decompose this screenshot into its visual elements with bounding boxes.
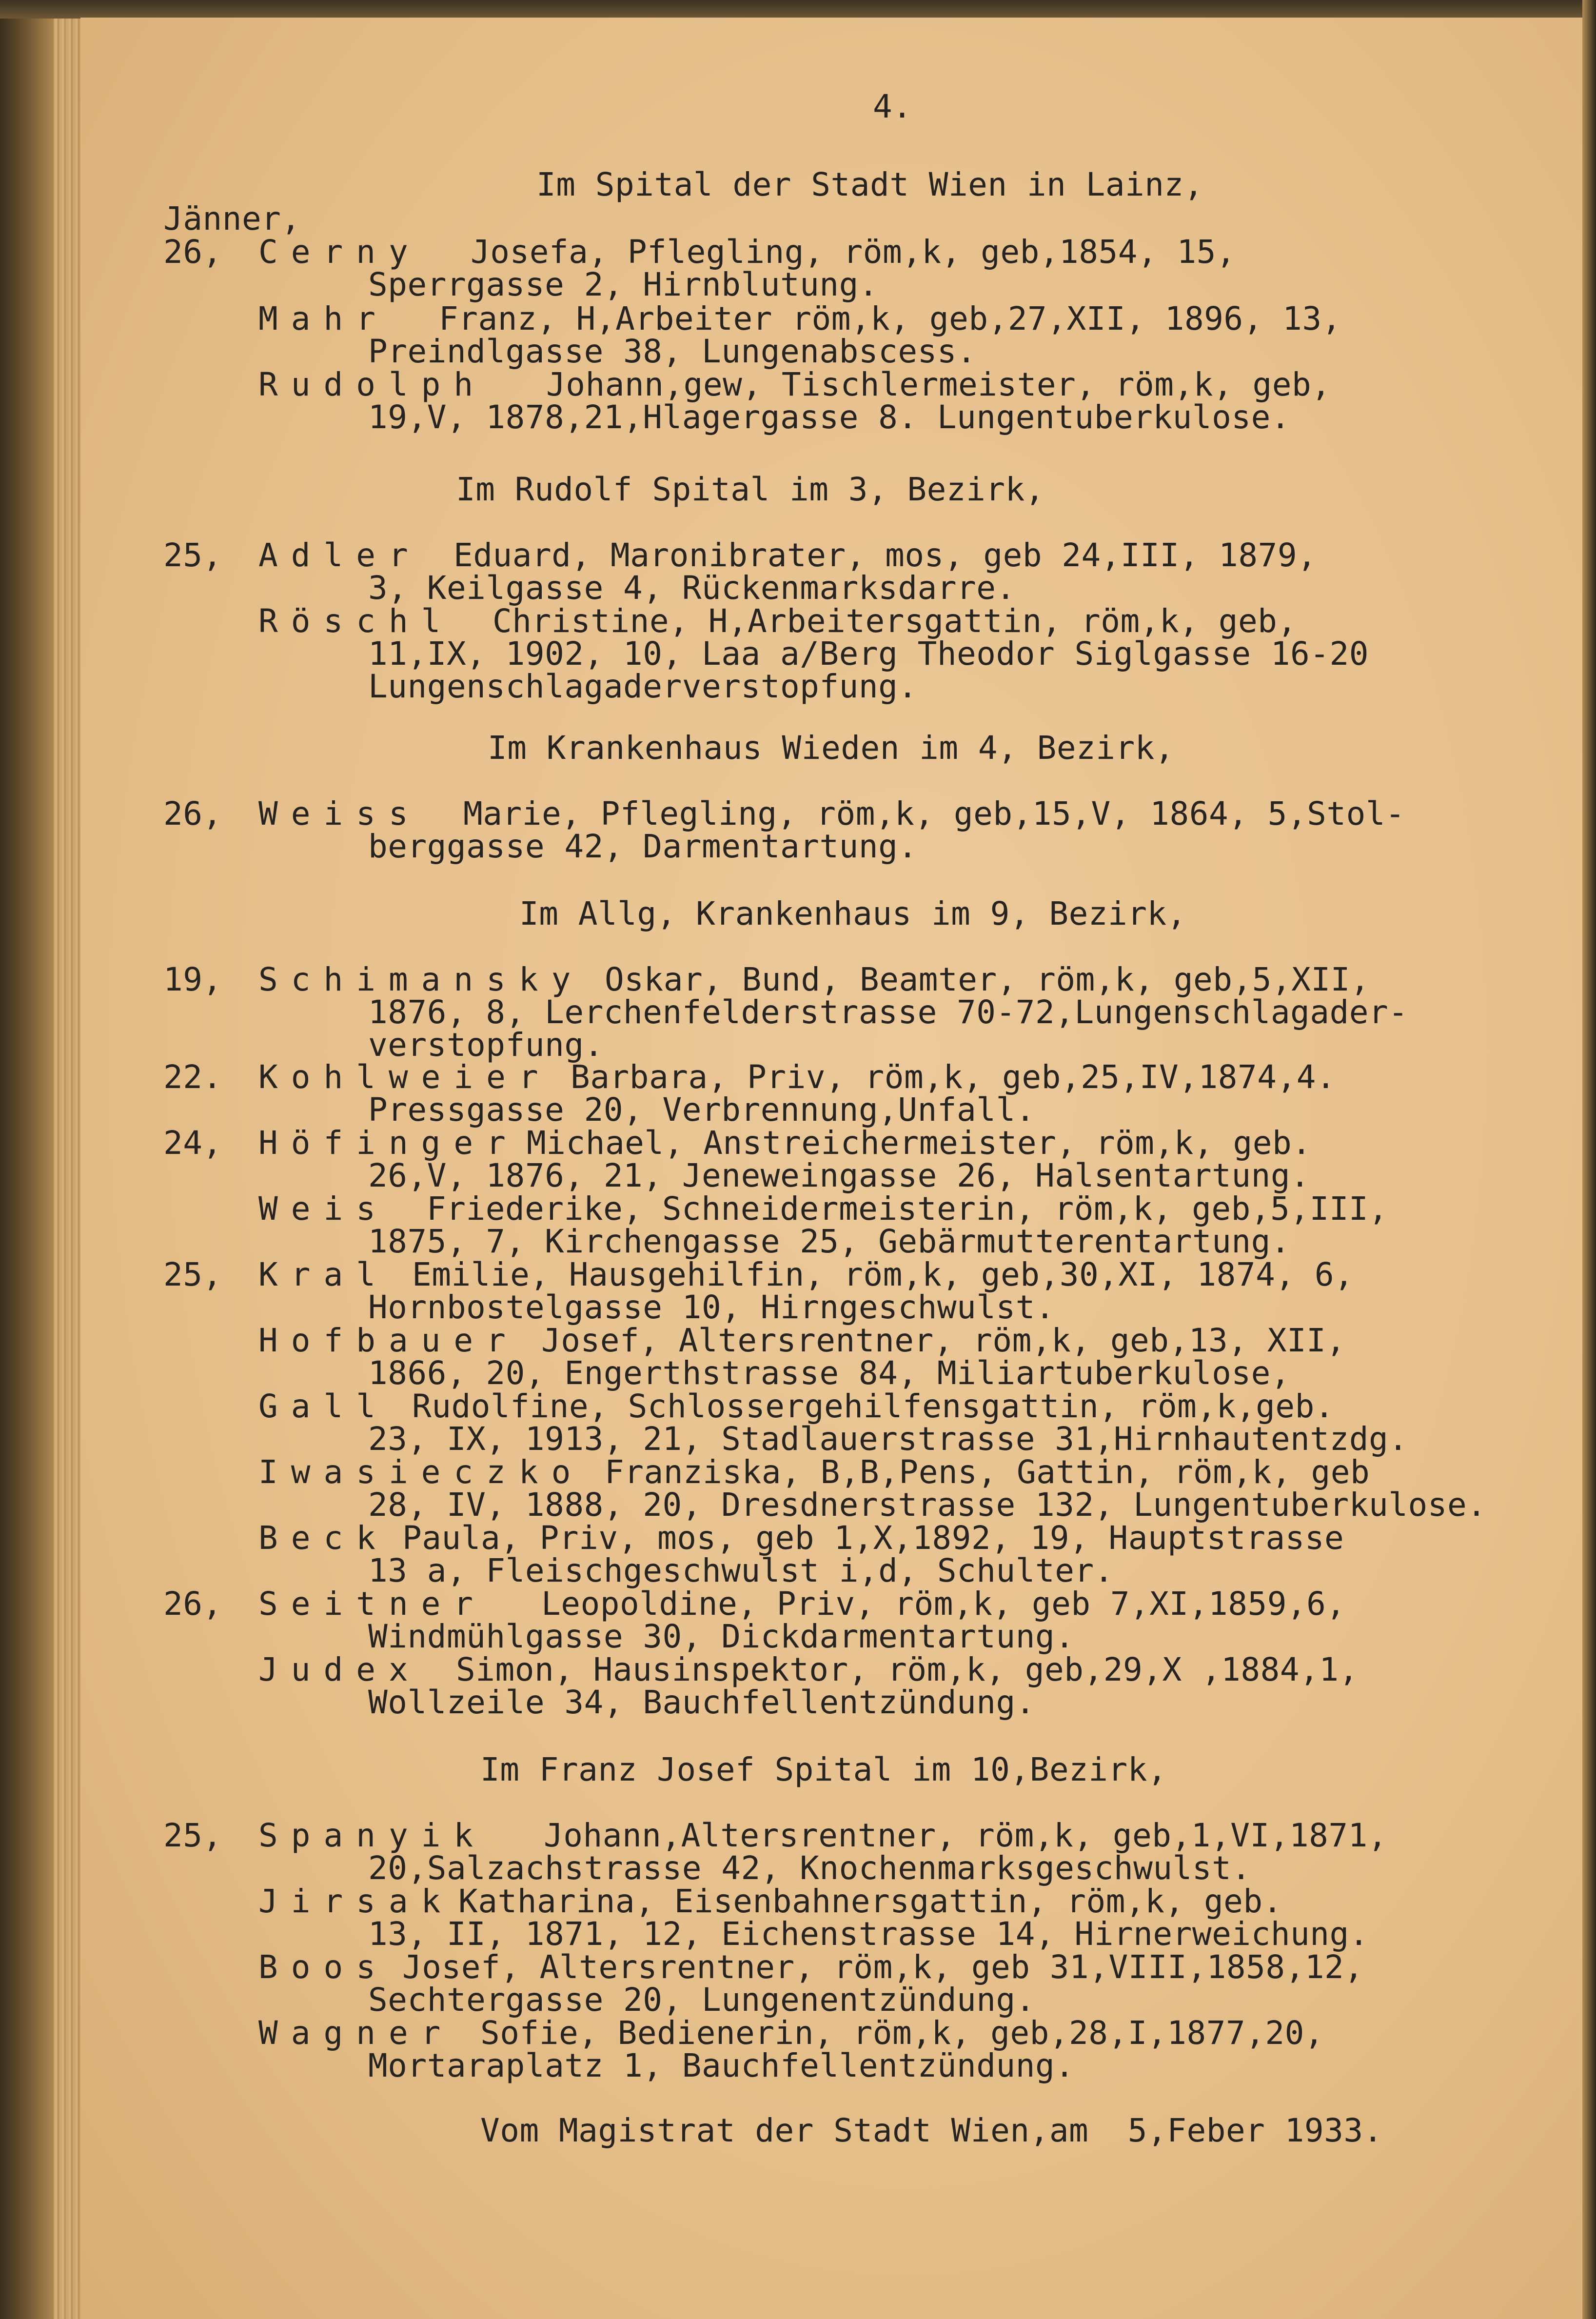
entry-line: Oskar, Bund, Beamter, röm,k, geb,5,XII,: [605, 961, 1370, 998]
entry-line: Franziska, B,B,Pens, Gattin, röm,k, geb: [605, 1453, 1370, 1491]
entry-surname: Kohlweier: [258, 1058, 552, 1096]
entry-surname: Gall: [258, 1387, 389, 1425]
entry-day: 25,: [163, 1256, 222, 1293]
entry-line: Leopoldine, Priv, röm,k, geb 7,XI,1859,6,: [541, 1585, 1346, 1623]
entry-line: 13 a, Fleischgeschwulst i,d, Schulter.: [368, 1552, 1114, 1589]
page-edges: [54, 0, 83, 2319]
entry-line: 3, Keilgasse 4, Rückenmarksdarre.: [368, 569, 1016, 607]
entry-line: Friederike, Schneidermeisterin, röm,k, geb,5,III,: [427, 1190, 1388, 1228]
entry-surname: Boos: [258, 1948, 389, 1986]
section-heading: Im Krankenhaus Wieden im 4, Bezirk,: [488, 729, 1175, 767]
entry-day: 25,: [163, 536, 222, 574]
entry-day: 19,: [163, 961, 222, 998]
entry-line: Marie, Pflegling, röm,k, geb,15,V, 1864, 5,Stol-: [463, 795, 1405, 832]
entry-line: berggasse 42, Darmentartung.: [368, 828, 918, 865]
entry-line: Katharina, Eisenbahnersgattin, röm,k, geb.: [458, 1883, 1282, 1920]
entry-surname: Adler: [258, 536, 421, 574]
entry-line: Mortaraplatz 1, Bauchfellentzündung.: [368, 2047, 1075, 2084]
entry-line: 11,IX, 1902, 10, Laa a/Berg Theodor Siglgasse 16-20: [368, 635, 1369, 673]
month-label: Jänner,: [163, 200, 301, 238]
entry-line: 1876, 8, Lerchenfelderstrasse 70-72,Lungenschlagader-: [368, 993, 1408, 1031]
entry-line: Windmühlgasse 30, Dickdarmentartung.: [368, 1618, 1075, 1655]
entry-surname: Wagner: [258, 2014, 454, 2052]
document-page: [80, 18, 1582, 2319]
entry-line: Johann,Altersrentner, röm,k, geb,1,VI,1871,: [544, 1817, 1388, 1854]
entry-line: Johann,gew, Tischlermeister, röm,k, geb,: [546, 366, 1331, 403]
entry-line: Sechtergasse 20, Lungenentzündung.: [368, 1981, 1036, 2019]
entry-line: Pressgasse 20, Verbrennung,Unfall.: [368, 1091, 1036, 1129]
section-heading: Im Allg, Krankenhaus im 9, Bezirk,: [519, 895, 1187, 932]
entry-surname: Jirsak: [258, 1883, 454, 1920]
entry-surname: Weis: [258, 1190, 389, 1228]
entry-surname: Höfinger: [258, 1124, 519, 1162]
entry-line: 1866, 20, Engerthstrasse 84, Miliartuberkulose,: [368, 1354, 1291, 1392]
entry-line: Barbara, Priv, röm,k, geb,25,IV,1874,4.: [571, 1058, 1336, 1096]
entry-line: Eduard, Maronibrater, mos, geb 24,III, 1879,: [453, 536, 1317, 574]
entry-line: Christine, H,Arbeitersgattin, röm,k, geb,: [493, 602, 1297, 640]
section-heading: Im Franz Josef Spital im 10,Bezirk,: [480, 1751, 1167, 1788]
entry-day: 26,: [163, 233, 222, 271]
entry-line: Josef, Altersrentner, röm,k, geb,13, XII,: [541, 1322, 1346, 1359]
entry-line: Lungenschlagaderverstopfung.: [368, 668, 918, 705]
entry-day: 26,: [163, 1585, 222, 1623]
entry-line: 1875, 7, Kirchengasse 25, Gebärmutterentartung.: [368, 1223, 1291, 1260]
entry-line: Paula, Priv, mos, geb 1,X,1892, 19, Hauptstrasse: [402, 1519, 1344, 1557]
entry-surname: Kral: [258, 1256, 389, 1293]
entry-surname: Spanyik: [258, 1817, 487, 1854]
entry-line: 23, IX, 1913, 21, Stadlauerstrasse 31,Hirnhautentzdg.: [368, 1420, 1408, 1458]
entry-line: 26,V, 1876, 21, Jeneweingasse 26, Halsentartung.: [368, 1157, 1310, 1194]
entry-surname: Mahr: [258, 300, 389, 337]
top-edge: [0, 0, 1596, 19]
entry-line: Josefa, Pflegling, röm,k, geb,1854, 15,: [471, 233, 1236, 271]
entry-line: Sperrgasse 2, Hirnblutung.: [368, 266, 879, 303]
section-heading: Im Rudolf Spital im 3, Bezirk,: [456, 471, 1045, 508]
entry-surname: Judex: [258, 1651, 421, 1688]
entry-day: 24,: [163, 1124, 222, 1162]
entry-line: Franz, H,Arbeiter röm,k, geb,27,XII, 1896, 13,: [439, 300, 1341, 337]
entry-surname: Iwasieczko: [258, 1453, 584, 1491]
entry-line: 13, II, 1871, 12, Eichenstrasse 14, Hirnerweichung.: [368, 1915, 1369, 1953]
entry-line: verstopfung.: [368, 1026, 604, 1064]
entry-surname: Hofbauer: [258, 1322, 519, 1359]
entry-line: Wollzeile 34, Bauchfellentzündung.: [368, 1684, 1036, 1721]
entry-day: 22.: [163, 1058, 222, 1096]
section-heading: Im Spital der Stadt Wien in Lainz,: [536, 166, 1204, 203]
page-number: 4.: [873, 88, 912, 125]
entry-line: Sofie, Bedienerin, röm,k, geb,28,I,1877,20,: [480, 2014, 1324, 2052]
entry-line: Josef, Altersrentner, röm,k, geb 31,VIII,1858,12,: [402, 1948, 1364, 1986]
entry-line: Preindlgasse 38, Lungenabscess.: [368, 333, 977, 370]
entry-line: 19,V, 1878,21,Hlagergasse 8. Lungentuberkulose.: [368, 398, 1291, 436]
entry-surname: Weiss: [258, 795, 421, 832]
entry-day: 25,: [163, 1817, 222, 1854]
right-edge: [1582, 0, 1596, 2319]
closing-line: Vom Magistrat der Stadt Wien,am 5,Feber 1933.: [480, 2112, 1383, 2149]
entry-line: Hornbostelgasse 10, Hirngeschwulst.: [368, 1288, 1055, 1326]
entry-surname: Beck: [258, 1519, 389, 1557]
entry-surname: Seitner: [258, 1585, 487, 1623]
entry-line: Emilie, Hausgehilfin, röm,k, geb,30,XI, 1874, 6,: [412, 1256, 1354, 1293]
entry-surname: Rudolph: [258, 366, 487, 403]
entry-surname: Röschl: [258, 602, 454, 640]
entry-day: 26,: [163, 795, 222, 832]
entry-line: Simon, Hausinspektor, röm,k, geb,29,X ,1884,1,: [456, 1651, 1359, 1688]
entry-line: Rudolfine, Schlossergehilfensgattin, röm,k,geb.: [412, 1387, 1335, 1425]
entry-surname: Schimansky: [258, 961, 584, 998]
entry-line: 28, IV, 1888, 20, Dresdnerstrasse 132, Lungentuberkulose.: [368, 1486, 1487, 1524]
entry-line: Michael, Anstreichermeister, röm,k, geb.: [527, 1124, 1312, 1162]
entry-surname: Cerny: [258, 233, 421, 271]
entry-line: 20,Salzachstrasse 42, Knochenmarksgeschwulst.: [368, 1849, 1251, 1887]
